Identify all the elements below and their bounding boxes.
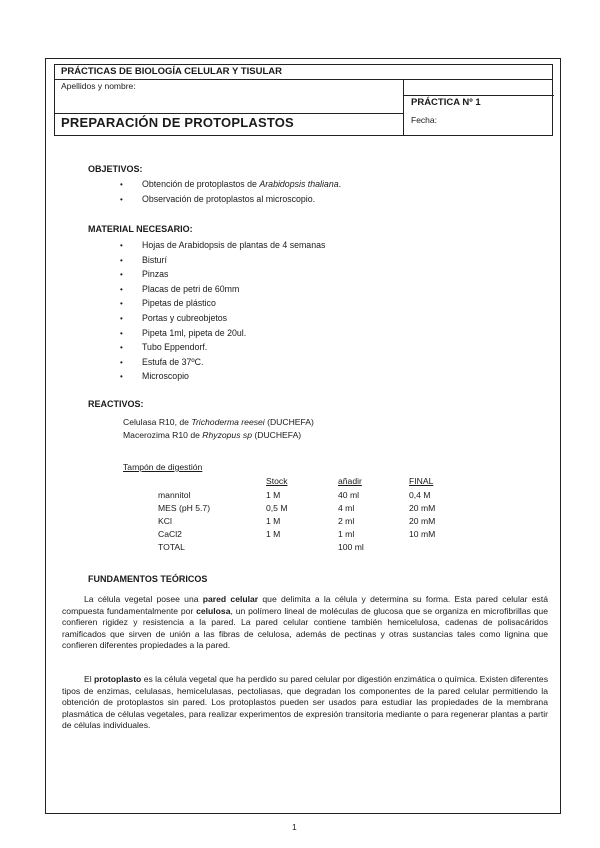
buffer-title: Tampón de digestión xyxy=(123,462,203,472)
material-item: Pipetas de plástico xyxy=(142,298,216,309)
buffer-header-final: FINAL xyxy=(409,476,434,486)
buffer-cell: 1 M xyxy=(266,490,281,500)
buffer-cell: 40 ml xyxy=(338,490,360,500)
page-number: 1 xyxy=(292,822,297,832)
bold-term: celulosa xyxy=(196,605,231,616)
paragraph-protoplasto xyxy=(62,674,548,732)
reactivos-heading: REACTIVOS: xyxy=(88,399,144,409)
material-heading: MATERIAL NECESARIO: xyxy=(88,224,193,234)
material-item: Bisturí xyxy=(142,254,167,265)
objetivo-item: Observación de protoplastos al microscopio. xyxy=(142,194,316,204)
bullet-icon: • xyxy=(120,284,123,294)
material-item: Pinzas xyxy=(142,269,169,280)
paragraph-pared-celular xyxy=(62,594,548,652)
material-item: Portas y cubreobjetos xyxy=(142,313,228,323)
header-divider xyxy=(55,113,403,114)
bold-term: protoplasto xyxy=(94,674,142,684)
buffer-cell: 20 mM xyxy=(409,516,436,526)
reactivo-line: Macerozima R10 de Rhyzopus sp (DUCHEFA) xyxy=(123,430,302,440)
name-label: Apellidos y nombre: xyxy=(61,81,136,91)
text-run: es la célula vegetal que ha perdido su pared celular por digestión enzimática o química. Existen diferentes tipos de enzimas, celulasas, hemicelulasas, pectoliasas, que degradan los componentes de la pared celular permitiendo la obtención de protoplastos sin pared. Los protoplastos pueden ser usados para estudiar las propiedades de la membrana plasmática de células vegetales, para realizar experimentos de expresión transitoria mediante o para regenerar plantas a partir de células individuales. xyxy=(62,674,548,731)
buffer-cell: mannitol xyxy=(158,490,191,500)
buffer-header-add: añadir xyxy=(338,476,362,486)
buffer-header-stock: Stock xyxy=(266,476,288,486)
buffer-cell: CaCl2 xyxy=(158,529,182,539)
bullet-icon: • xyxy=(120,299,123,309)
text-run: La célula vegetal posee una xyxy=(84,594,203,604)
buffer-cell: 0,5 M xyxy=(266,503,288,513)
material-item: Placas de petri de 60mm xyxy=(142,283,240,294)
bullet-icon: • xyxy=(120,195,123,204)
header-divider xyxy=(403,95,554,96)
buffer-cell: 20 mM xyxy=(409,503,436,513)
bullet-icon: • xyxy=(120,180,123,189)
buffer-cell: TOTAL xyxy=(158,542,185,552)
fundamentos-heading: FUNDAMENTOS TEÓRICOS xyxy=(88,574,208,584)
buffer-cell: KCl xyxy=(158,516,172,526)
bullet-icon: • xyxy=(120,357,123,367)
text-run: , un polímero lineal de moléculas de glucosa que se organiza en microfibrillas que confieren rigidez y resistencia a la pared. La pared celular contiene también hemicelulosa, cadenas de polisacáridos ramificados que sirven de unión a las fibras de celulosa, además de pectinas y otras sustancias tales como lignina que confieren diferentes propiedades a la pared. xyxy=(62,605,548,651)
bullet-icon: • xyxy=(120,372,123,382)
bullet-icon: • xyxy=(120,314,123,323)
material-item: Pipeta 1ml, pipeta de 20ul. xyxy=(142,327,247,338)
bullet-icon: • xyxy=(120,255,123,265)
bullet-icon: • xyxy=(120,343,123,353)
bullet-icon: • xyxy=(120,270,123,280)
bullet-icon: • xyxy=(120,241,123,250)
date-label: Fecha: xyxy=(411,115,437,125)
text-run: El xyxy=(84,674,95,684)
header-column-divider xyxy=(403,79,404,136)
buffer-cell: 1 ml xyxy=(338,529,355,539)
bullet-icon: • xyxy=(120,328,123,338)
buffer-cell: 100 ml xyxy=(338,542,364,552)
header-divider xyxy=(55,79,552,80)
material-item: Hojas de Arabidopsis de plantas de 4 semanas xyxy=(142,240,326,250)
bold-term: pared celular xyxy=(202,594,259,604)
practice-number: PRÁCTICA Nº 1 xyxy=(411,97,481,108)
header-box xyxy=(54,64,553,136)
buffer-cell: MES (pH 5.7) xyxy=(158,503,211,513)
buffer-cell: 2 ml xyxy=(338,516,355,526)
reactivo-line: Celulasa R10, de Trichoderma reesei (DUCHEFA) xyxy=(123,417,314,427)
buffer-cell: 1 M xyxy=(266,529,281,539)
buffer-cell: 4 ml xyxy=(338,503,355,513)
page-title: PREPARACIÓN DE PROTOPLASTOS xyxy=(61,115,294,130)
material-item: Tubo Eppendorf. xyxy=(142,342,208,353)
material-item: Estufa de 37ºC. xyxy=(142,356,204,367)
buffer-cell: 10 mM xyxy=(409,529,436,539)
course-title: PRÁCTICAS DE BIOLOGÍA CELULAR Y TISULAR xyxy=(61,66,282,77)
objetivos-heading: OBJETIVOS: xyxy=(88,164,143,174)
buffer-cell: 0,4 M xyxy=(409,490,431,500)
material-item: Microscopio xyxy=(142,371,189,382)
text-run: que delimita a la célula y determina su forma. Esta pared celular está compuesta fundamentalmente por xyxy=(62,594,549,616)
objetivo-item: Obtención de protoplastos de Arabidopsis thaliana. xyxy=(142,179,342,189)
buffer-cell: 1 M xyxy=(266,516,281,526)
